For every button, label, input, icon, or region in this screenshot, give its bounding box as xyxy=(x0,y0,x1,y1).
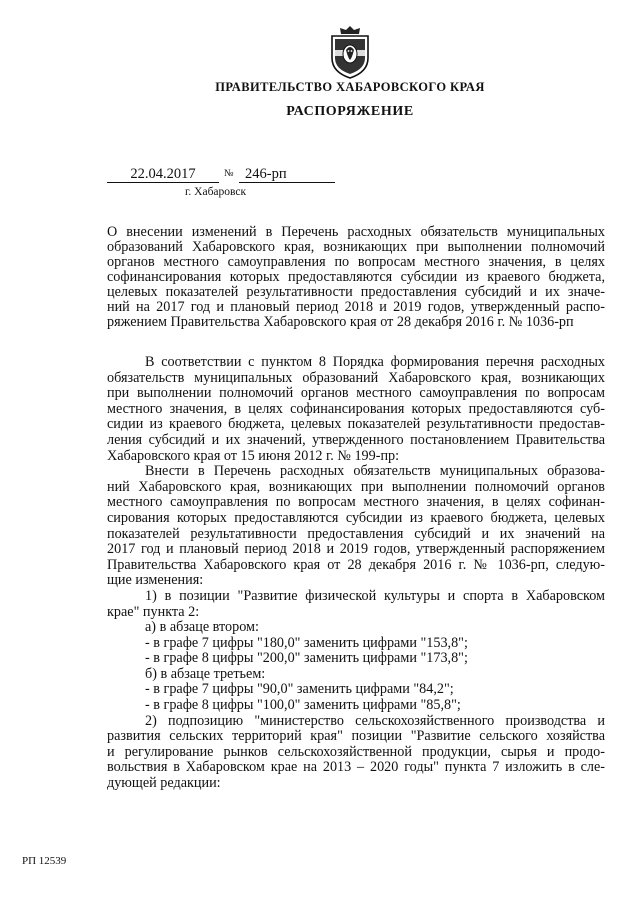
subject-line: ний на 2017 год и плановый период 2018 и 2019 годов, утвержденный распо- xyxy=(107,299,605,315)
body-line: а) в абзаце втором: xyxy=(145,619,259,636)
document-number: 246-рп xyxy=(239,166,335,183)
coat-of-arms-emblem xyxy=(326,24,374,80)
body-line: 1) в позиции "Развитие физической культуры и спорта в Хабаровском xyxy=(145,587,605,604)
body-line: - в графе 7 цифры "90,0" заменить цифрами "84,2"; xyxy=(145,681,454,698)
body-line: и регулирование рынков сельскохозяйственной продукции, сырья и продо- xyxy=(107,743,605,760)
body-line: местного самоуправления по вопросам местного значения, в целях софинан- xyxy=(107,494,605,511)
document-body xyxy=(107,355,605,792)
body-line: дующей редакции: xyxy=(107,775,221,792)
body-line: - в графе 8 цифры "200,0" заменить цифрами "173,8"; xyxy=(145,650,468,667)
subject-line: органов местного самоуправления по вопросам местного значения, в целях xyxy=(107,254,605,270)
document-subject xyxy=(107,225,605,330)
body-line: - в графе 8 цифры "100,0" заменить цифрами "85,8"; xyxy=(145,697,461,714)
body-line: Хабаровского края от 15 июня 2012 г. № 199-пр: xyxy=(107,447,400,464)
body-line: развития сельских территорий края" позиции "Развитие сельского хозяйства xyxy=(107,728,605,745)
government-title: ПРАВИТЕЛЬСТВО ХАБАРОВСКОГО КРАЯ xyxy=(215,80,485,94)
body-line: ний Хабаровского края, возникающих при выполнении полномочий органов xyxy=(107,478,605,495)
subject-line: целевых показателей результативности предоставления субсидий и их значе- xyxy=(107,284,605,300)
number-sign: № xyxy=(224,168,234,179)
footer-document-code: РП 12539 xyxy=(22,855,67,867)
body-line: - в графе 7 цифры "180,0" заменить цифрами "153,8"; xyxy=(145,634,468,651)
body-line: сидии из краевого бюджета, целевых показателей результативности предостав- xyxy=(107,416,605,433)
body-line: ления субсидий и их значений, утвержденного постановлением Правительства xyxy=(107,431,605,448)
document-kind-title: РАСПОРЯЖЕНИЕ xyxy=(286,104,414,119)
city-label: г. Хабаровск xyxy=(185,186,247,198)
body-line: местного значения, в целях софинансирования которых предоставляются суб- xyxy=(107,400,605,417)
body-line: сирования которых предоставляются субсидии из краевого бюджета, целевых xyxy=(107,509,605,526)
body-line: 2017 год и плановый период 2018 и 2019 годов, утвержденный распоряжением xyxy=(107,541,605,558)
subject-line: ряжением Правительства Хабаровского края от 28 декабря 2016 г. № 1036-рп xyxy=(107,314,574,330)
document-date: 22.04.2017 xyxy=(107,166,219,183)
body-line: 2) подпозицию "министерство сельскохозяйственного производства и xyxy=(145,712,605,729)
body-line: щие изменения: xyxy=(107,572,204,589)
subject-line: О внесении изменений в Перечень расходных обязательств муниципальных xyxy=(107,224,605,240)
body-line: б) в абзаце третьем: xyxy=(145,665,266,682)
body-line: вольствия в Хабаровском крае на 2013 – 2020 годы" пункта 7 изложить в сле- xyxy=(107,759,605,776)
subject-line: софинансирования которых предоставляются субсидии из краевого бюджета, xyxy=(107,269,605,285)
body-line: крае" пункта 2: xyxy=(107,603,200,620)
body-line: при выполнении полномочий органов местного самоуправления по вопросам xyxy=(107,385,605,402)
body-line: показателей результативности предоставления субсидий и их значений на xyxy=(107,525,605,542)
body-line: Правительства Хабаровского края от 28 декабря 2016 г. № 1036-рп, следую- xyxy=(107,556,605,573)
body-line: Внести в Перечень расходных обязательств муниципальных образова- xyxy=(145,463,605,480)
subject-line: образований Хабаровского края, возникающих при выполнении полномочий xyxy=(107,239,605,255)
body-line: В соответствии с пунктом 8 Порядка формирования перечня расходных xyxy=(145,354,605,370)
body-line: обязательств муниципальных образований Хабаровского края, возникающих xyxy=(107,369,605,386)
